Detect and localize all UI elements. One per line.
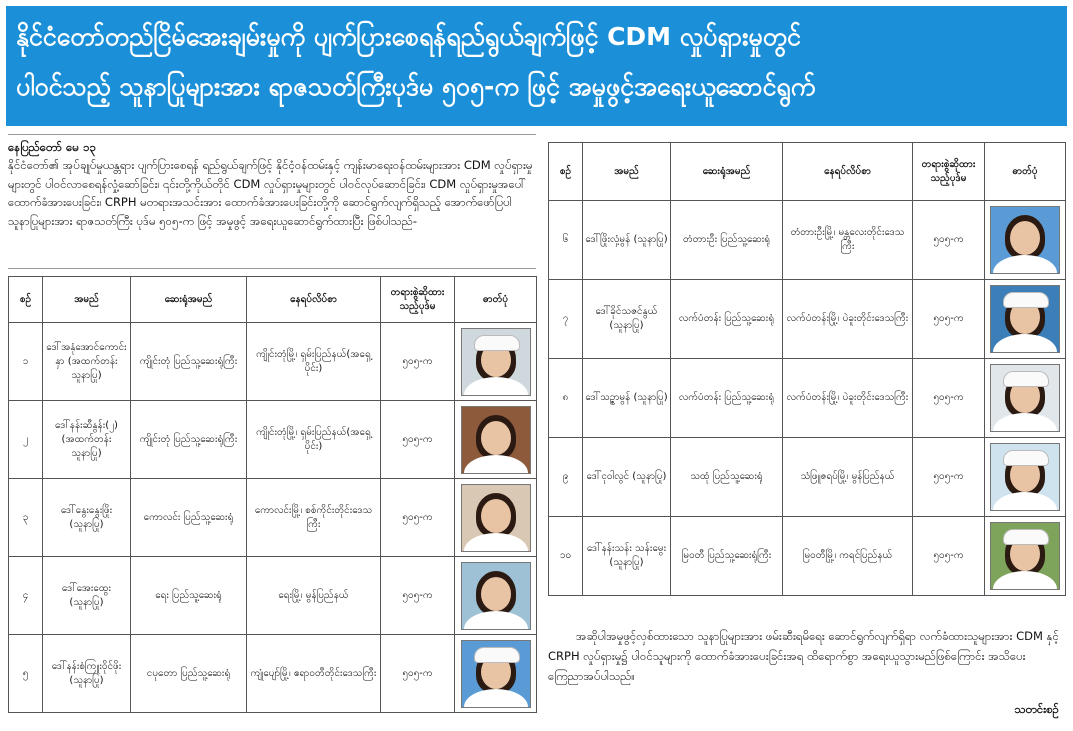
cell-section: ၅၀၅-က bbox=[913, 359, 985, 438]
cell-section: ၅၀၅-က bbox=[381, 323, 455, 401]
nurse-table-left bbox=[8, 276, 537, 713]
header-name: အမည် bbox=[43, 277, 131, 323]
cell-photo bbox=[455, 323, 537, 401]
cell-hospital: ကျိုင်းတုံ ပြည်သူ့ဆေးရုံကြီး bbox=[131, 401, 247, 479]
nurse-table-right bbox=[548, 142, 1066, 596]
portrait-photo bbox=[461, 406, 531, 474]
cell-address: လက်ပံတန်းမြို့၊ ပဲခူးတိုင်းဒေသကြီး bbox=[783, 359, 913, 438]
cell-address: လက်ပံတန်းမြို့၊ ပဲခူးတိုင်းဒေသကြီး bbox=[783, 280, 913, 359]
cell-address: ကျုံပျော်မြို့၊ ဧရာဝတီတိုင်းဒေသကြီး bbox=[247, 635, 381, 713]
table-row bbox=[9, 401, 537, 479]
portrait-photo bbox=[990, 206, 1060, 274]
cell-photo bbox=[985, 280, 1066, 359]
header-photo: ဓာတ်ပုံ bbox=[985, 143, 1066, 201]
cell-no: ၅ bbox=[9, 635, 43, 713]
cell-photo bbox=[455, 557, 537, 635]
cell-address: မြဝတီမြို့၊ ကရင်ပြည်နယ် bbox=[783, 517, 913, 596]
table-row bbox=[9, 479, 537, 557]
cell-name: ဒေါ်ငုဝါလွင် (သူနာပြု) bbox=[583, 438, 671, 517]
portrait-photo bbox=[990, 443, 1060, 511]
cell-section: ၅၀၅-က bbox=[381, 479, 455, 557]
cell-photo bbox=[455, 635, 537, 713]
cell-hospital: ကျိုင်းတုံ ပြည်သူ့ဆေးရုံကြီး bbox=[131, 323, 247, 401]
cell-section: ၅၀၅-က bbox=[913, 438, 985, 517]
cell-photo bbox=[455, 479, 537, 557]
cell-no: ၂ bbox=[9, 401, 43, 479]
table-row bbox=[549, 359, 1066, 438]
header-no: စဉ် bbox=[9, 277, 43, 323]
cell-address: သံဖြူဇရပ်မြို့၊ မွန်ပြည်နယ် bbox=[783, 438, 913, 517]
table-row bbox=[9, 323, 537, 401]
cell-address: ကောလင်းမြို့၊ စစ်ကိုင်းတိုင်းဒေသကြီး bbox=[247, 479, 381, 557]
portrait-photo bbox=[461, 484, 531, 552]
cell-no: ၁၀ bbox=[549, 517, 583, 596]
portrait-photo bbox=[461, 562, 531, 630]
cell-hospital: လက်ပံတန်း ပြည်သူ့ဆေးရုံ bbox=[671, 359, 783, 438]
article-intro bbox=[8, 138, 536, 230]
header-address: နေရပ်လိပ်စာ bbox=[247, 277, 381, 323]
portrait-photo bbox=[990, 364, 1060, 432]
cell-section: ၅၀၅-က bbox=[381, 401, 455, 479]
cell-name: ဒေါ်ခိုင်သဇင်နွယ် (သူနာပြု) bbox=[583, 280, 671, 359]
closing-paragraph: အဆိုပါအမှုဖွင့်လှစ်ထားသော သူနာပြုများအား ဖမ်းဆီးရမိရေး ဆောင်ရွက်လျက်ရှိရာ လက်ခံထားသူများအား CDM နှင့် CRPH လှုပ်ရှားမှု၌ ပါဝင်သူများကို ထောက်ခံအားပေးခြင်းအရ ထိရောက်စွာ အရေးယူသွားမည်ဖြစ်ကြောင်း အသိပေး ကြေညာအပ်ပါသည်။ bbox=[548, 629, 1059, 683]
portrait-photo bbox=[461, 640, 531, 708]
cell-no: ၃ bbox=[9, 479, 43, 557]
table-row bbox=[9, 557, 537, 635]
header-section: တရားစွဲဆိုထားသည့်ပုဒ်မ bbox=[913, 143, 985, 201]
signature: သတင်းစဉ် bbox=[1014, 702, 1059, 716]
table-row bbox=[9, 635, 537, 713]
divider bbox=[8, 134, 536, 135]
cell-section: ၅၀၅-က bbox=[913, 517, 985, 596]
cell-name: ဒေါ်နန်းဆီနွန်း(၂) (အထက်တန်း သူနာပြု) bbox=[43, 401, 131, 479]
header-no: စဉ် bbox=[549, 143, 583, 201]
header-name: အမည် bbox=[583, 143, 671, 201]
cell-name: ဒေါ်နန်းစံကြူးဝိုင်ဖိုး (သူနာပြု) bbox=[43, 635, 131, 713]
cell-name: ဒေါ်ဖြိုးလှံ့မွန် (သူနာပြု) bbox=[583, 201, 671, 280]
headline-line-2: ပါဝင်သည့် သူနာပြုများအား ရာဇသတ်ကြီးပုဒ်မ ၅၀၅-က ဖြင့် အမှုဖွင့်အရေးယူဆောင်ရွက် bbox=[16, 72, 816, 101]
headline-banner bbox=[6, 6, 1067, 126]
table-row bbox=[549, 438, 1066, 517]
headline-line-1: နိုင်ငံတော်တည်ငြိမ်အေးချမ်းမှုကို ပျက်ပြားစေရန်ရည်ရွယ်ချက်ဖြင့် CDM လှုပ်ရှားမှုတွင် bbox=[16, 22, 801, 51]
cell-address: ကျိုင်းတုံမြို့၊ ရှမ်းပြည်နယ်(အရှေ့ပိုင်း) bbox=[247, 323, 381, 401]
article-body: နိုင်ငံတော်၏ အုပ်ချုပ်မှုယန္တရား ပျက်ပြားစေရန် ရည်ရွယ်ချက်ဖြင့် နိုင်ငံ့ဝန်ထမ်းနှင့် ကျန်းမာရေးဝန်ထမ်းများအား CDM လှုပ်ရှားမှုများတွင် ပါဝင်လာစေရန်လှုံ့ဆော်ခြင်း၊ ၎င်းတို့ကိုယ်တိုင် CDM လှုပ်ရှားမှုများတွင် ပါဝင်လုပ်ဆောင်ခြင်း၊ CDM လှုပ်ရှားမှုအပေါ် ထောက်ခံအားပေးခြင်း၊ CRPH မတရားအသင်းအား ထောက်ခံအားပေးခြင်းတို့ကို ဆောင်ရွက်လျက်ရှိသည့် အောက်ဖော်ပြပါ သူနာပြုများအား ရာဇသတ်ကြီး ပုဒ်မ ၅၀၅-က ဖြင့် အမှုဖွင့် အရေးယူဆောင်ရွက်ထားပြီး ဖြစ်ပါသည်- bbox=[8, 158, 533, 228]
cell-address: ကျိုင်းတုံမြို့၊ ရှမ်းပြည်နယ်(အရှေ့ပိုင်း) bbox=[247, 401, 381, 479]
cell-section: ၅၀၅-က bbox=[381, 557, 455, 635]
cell-no: ၆ bbox=[549, 201, 583, 280]
cell-photo bbox=[985, 517, 1066, 596]
table-row bbox=[549, 201, 1066, 280]
header-address: နေရပ်လိပ်စာ bbox=[783, 143, 913, 201]
cell-photo bbox=[985, 438, 1066, 517]
cell-no: ၄ bbox=[9, 557, 43, 635]
cell-photo bbox=[985, 359, 1066, 438]
cell-name: ဒေါ်နန်းသန်း သန်းမွေး (သူနာပြု) bbox=[583, 517, 671, 596]
cell-photo bbox=[985, 201, 1066, 280]
portrait-photo bbox=[990, 522, 1060, 590]
header-photo: ဓာတ်ပုံ bbox=[455, 277, 537, 323]
cell-hospital: လက်ပံတန်း ပြည်သူ့ဆေးရုံ bbox=[671, 280, 783, 359]
header-hospital: ဆေးရုံအမည် bbox=[671, 143, 783, 201]
cell-section: ၅၀၅-က bbox=[913, 280, 985, 359]
cell-section: ၅၀၅-က bbox=[381, 635, 455, 713]
divider bbox=[8, 268, 536, 269]
cell-name: ဒေါ်သဉ္ဇာမွန် (သူနာပြု) bbox=[583, 359, 671, 438]
cell-no: ၁ bbox=[9, 323, 43, 401]
cell-hospital: ငပုတော ပြည်သူ့ဆေးရုံ bbox=[131, 635, 247, 713]
cell-hospital: မြဝတီ ပြည်သူ့ဆေးရုံကြီး bbox=[671, 517, 783, 596]
cell-hospital: တံတားဦး ပြည်သူ့ဆေးရုံ bbox=[671, 201, 783, 280]
portrait-photo bbox=[461, 328, 531, 396]
cell-no: ၉ bbox=[549, 438, 583, 517]
cell-hospital: ကောလင်း ပြည်သူ့ဆေးရုံ bbox=[131, 479, 247, 557]
table-row bbox=[549, 517, 1066, 596]
cell-name: ဒေါ်နွေးနွေးဖြိုး (သူနာပြု) bbox=[43, 479, 131, 557]
dateline: နေပြည်တော် မေ ၁၃ bbox=[8, 140, 96, 154]
cell-no: ၈ bbox=[549, 359, 583, 438]
header-hospital: ဆေးရုံအမည် bbox=[131, 277, 247, 323]
cell-hospital: သထုံ ပြည်သူ့ဆေးရုံ bbox=[671, 438, 783, 517]
cell-name: ဒေါ်အေးထွေး (သူနာပြု) bbox=[43, 557, 131, 635]
cell-section: ၅၀၅-က bbox=[913, 201, 985, 280]
table-row bbox=[549, 280, 1066, 359]
portrait-photo bbox=[990, 285, 1060, 353]
cell-photo bbox=[455, 401, 537, 479]
cell-no: ၇ bbox=[549, 280, 583, 359]
cell-address: ရေးမြို့၊ မွန်ပြည်နယ် bbox=[247, 557, 381, 635]
header-section: တရားစွဲဆိုထားသည့်ပုဒ်မ bbox=[381, 277, 455, 323]
cell-hospital: ရေး ပြည်သူ့ဆေးရုံ bbox=[131, 557, 247, 635]
cell-address: တံတားဦးမြို့၊ မန္တလေးတိုင်းဒေသကြီး bbox=[783, 201, 913, 280]
cell-name: ဒေါ်အနုံအောင်ကောင်းနှာ (အထက်တန်း သူနာပြု) bbox=[43, 323, 131, 401]
